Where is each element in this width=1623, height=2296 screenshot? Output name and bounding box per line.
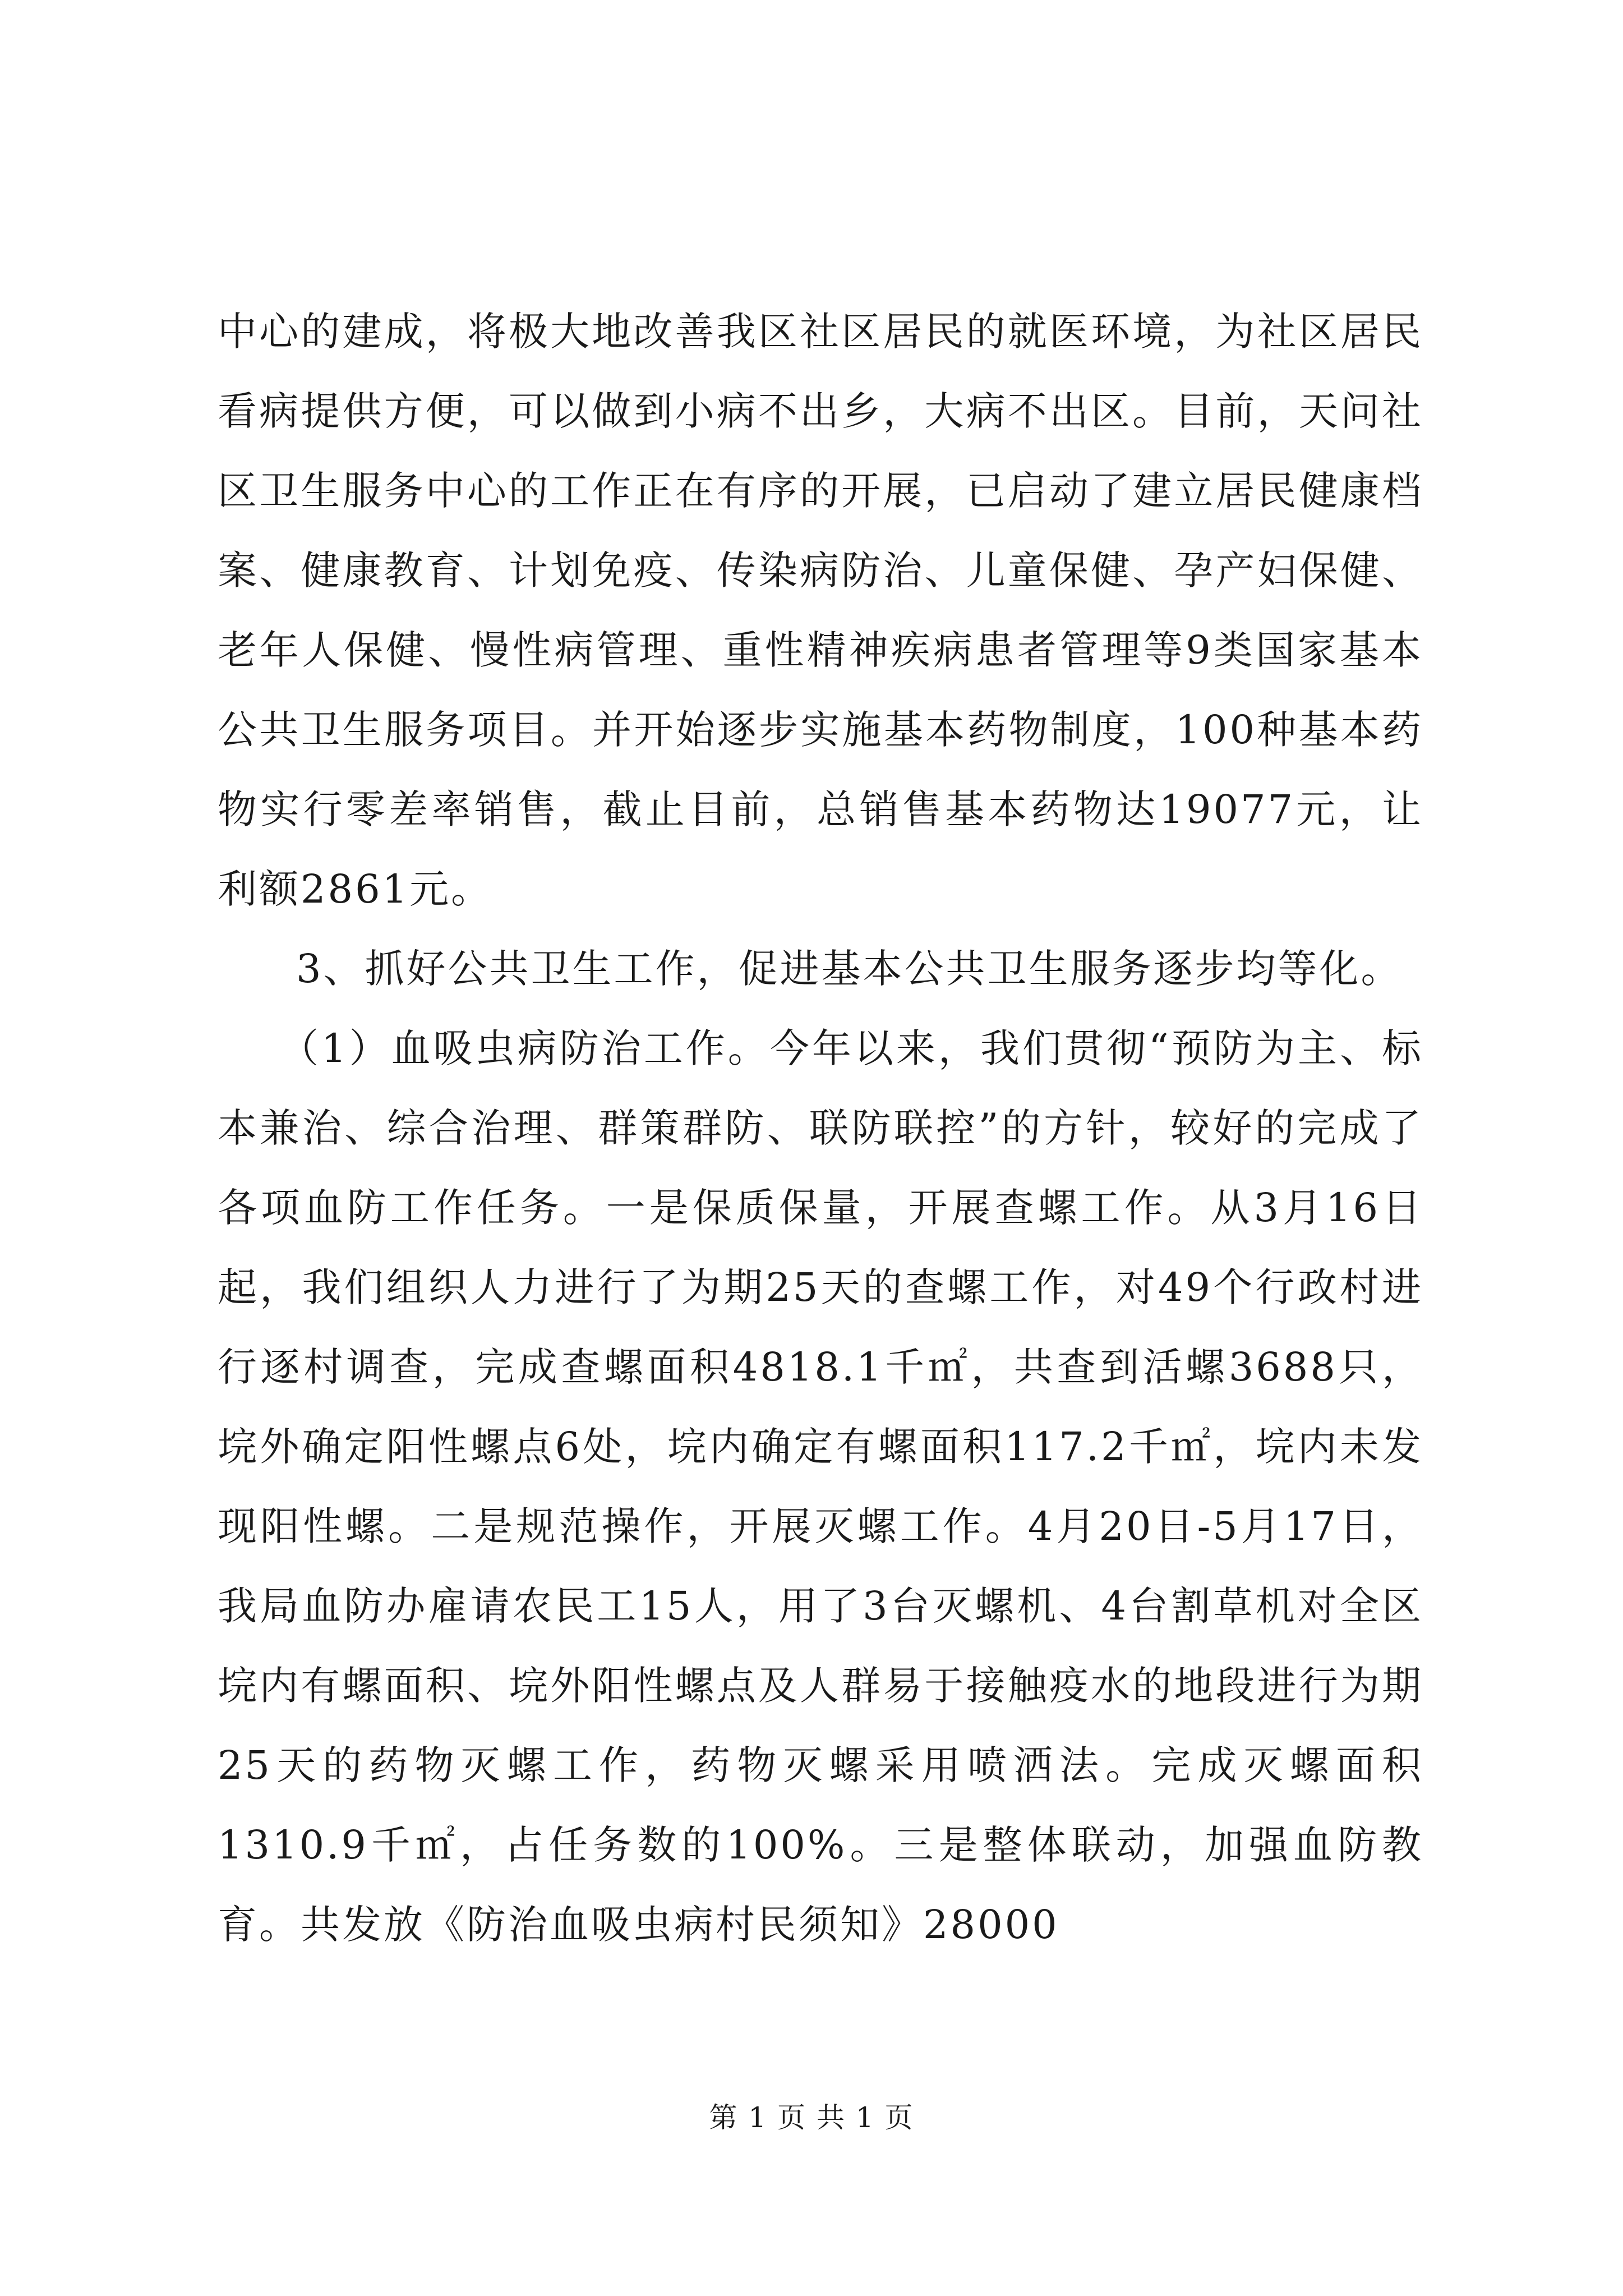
page-number-label: 第 1 页 共 1 页 <box>709 2101 914 2134</box>
document-body <box>218 292 1423 1964</box>
paragraph-schistosomiasis-control: （1）血吸虫病防治工作。今年以来，我们贯彻“预防为主、标本兼治、综合治理、群策群防、联防联控”的方针，较好的完成了各项血防工作任务。一是保质保量，开展查螺工作。从3月16日起，我们组织人力进行了为期25天的查螺工作，对49个行政村进行逐村调查，完成查螺面积4818.1千㎡，共查到活螺3688只，垸外确定阳性螺点6处，垸内确定有螺面积117.2千㎡，垸内未发现阳性螺。二是规范操作，开展灭螺工作。4月20日-5月17日，我局血防办雇请农民工15人，用了3台灭螺机、4台割草机对全区垸内有螺面积、垸外阳性螺点及人群易于接触疫水的地段进行为期25天的药物灭螺工作，药物灭螺采用喷洒法。完成灭螺面积1310.9千㎡，占任务数的100%。三是整体联动，加强血防教育。共发放《防治血吸虫病村民须知》28000 <box>218 1025 1423 1948</box>
paragraph-public-health-heading: 3、抓好公共卫生工作，促进基本公共卫生服务逐步均等化。 <box>296 946 1403 992</box>
paragraph-community-health-center: 中心的建成，将极大地改善我区社区居民的就医环境，为社区居民看病提供方便，可以做到小病不出乡，大病不出区。目前，天问社区卫生服务中心的工作正在有序的开展，已启动了建立居民健康档案、健康教育、计划免疫、传染病防治、儿童保健、孕产妇保健、老年人保健、慢性病管理、重性精神疾病患者管理等9类国家基本公共卫生服务项目。并开始逐步实施基本药物制度，100种基本药物实行零差率销售，截止目前，总销售基本药物达19077元，让利额2861元。 <box>218 309 1423 912</box>
page-footer <box>0 2101 1623 2134</box>
